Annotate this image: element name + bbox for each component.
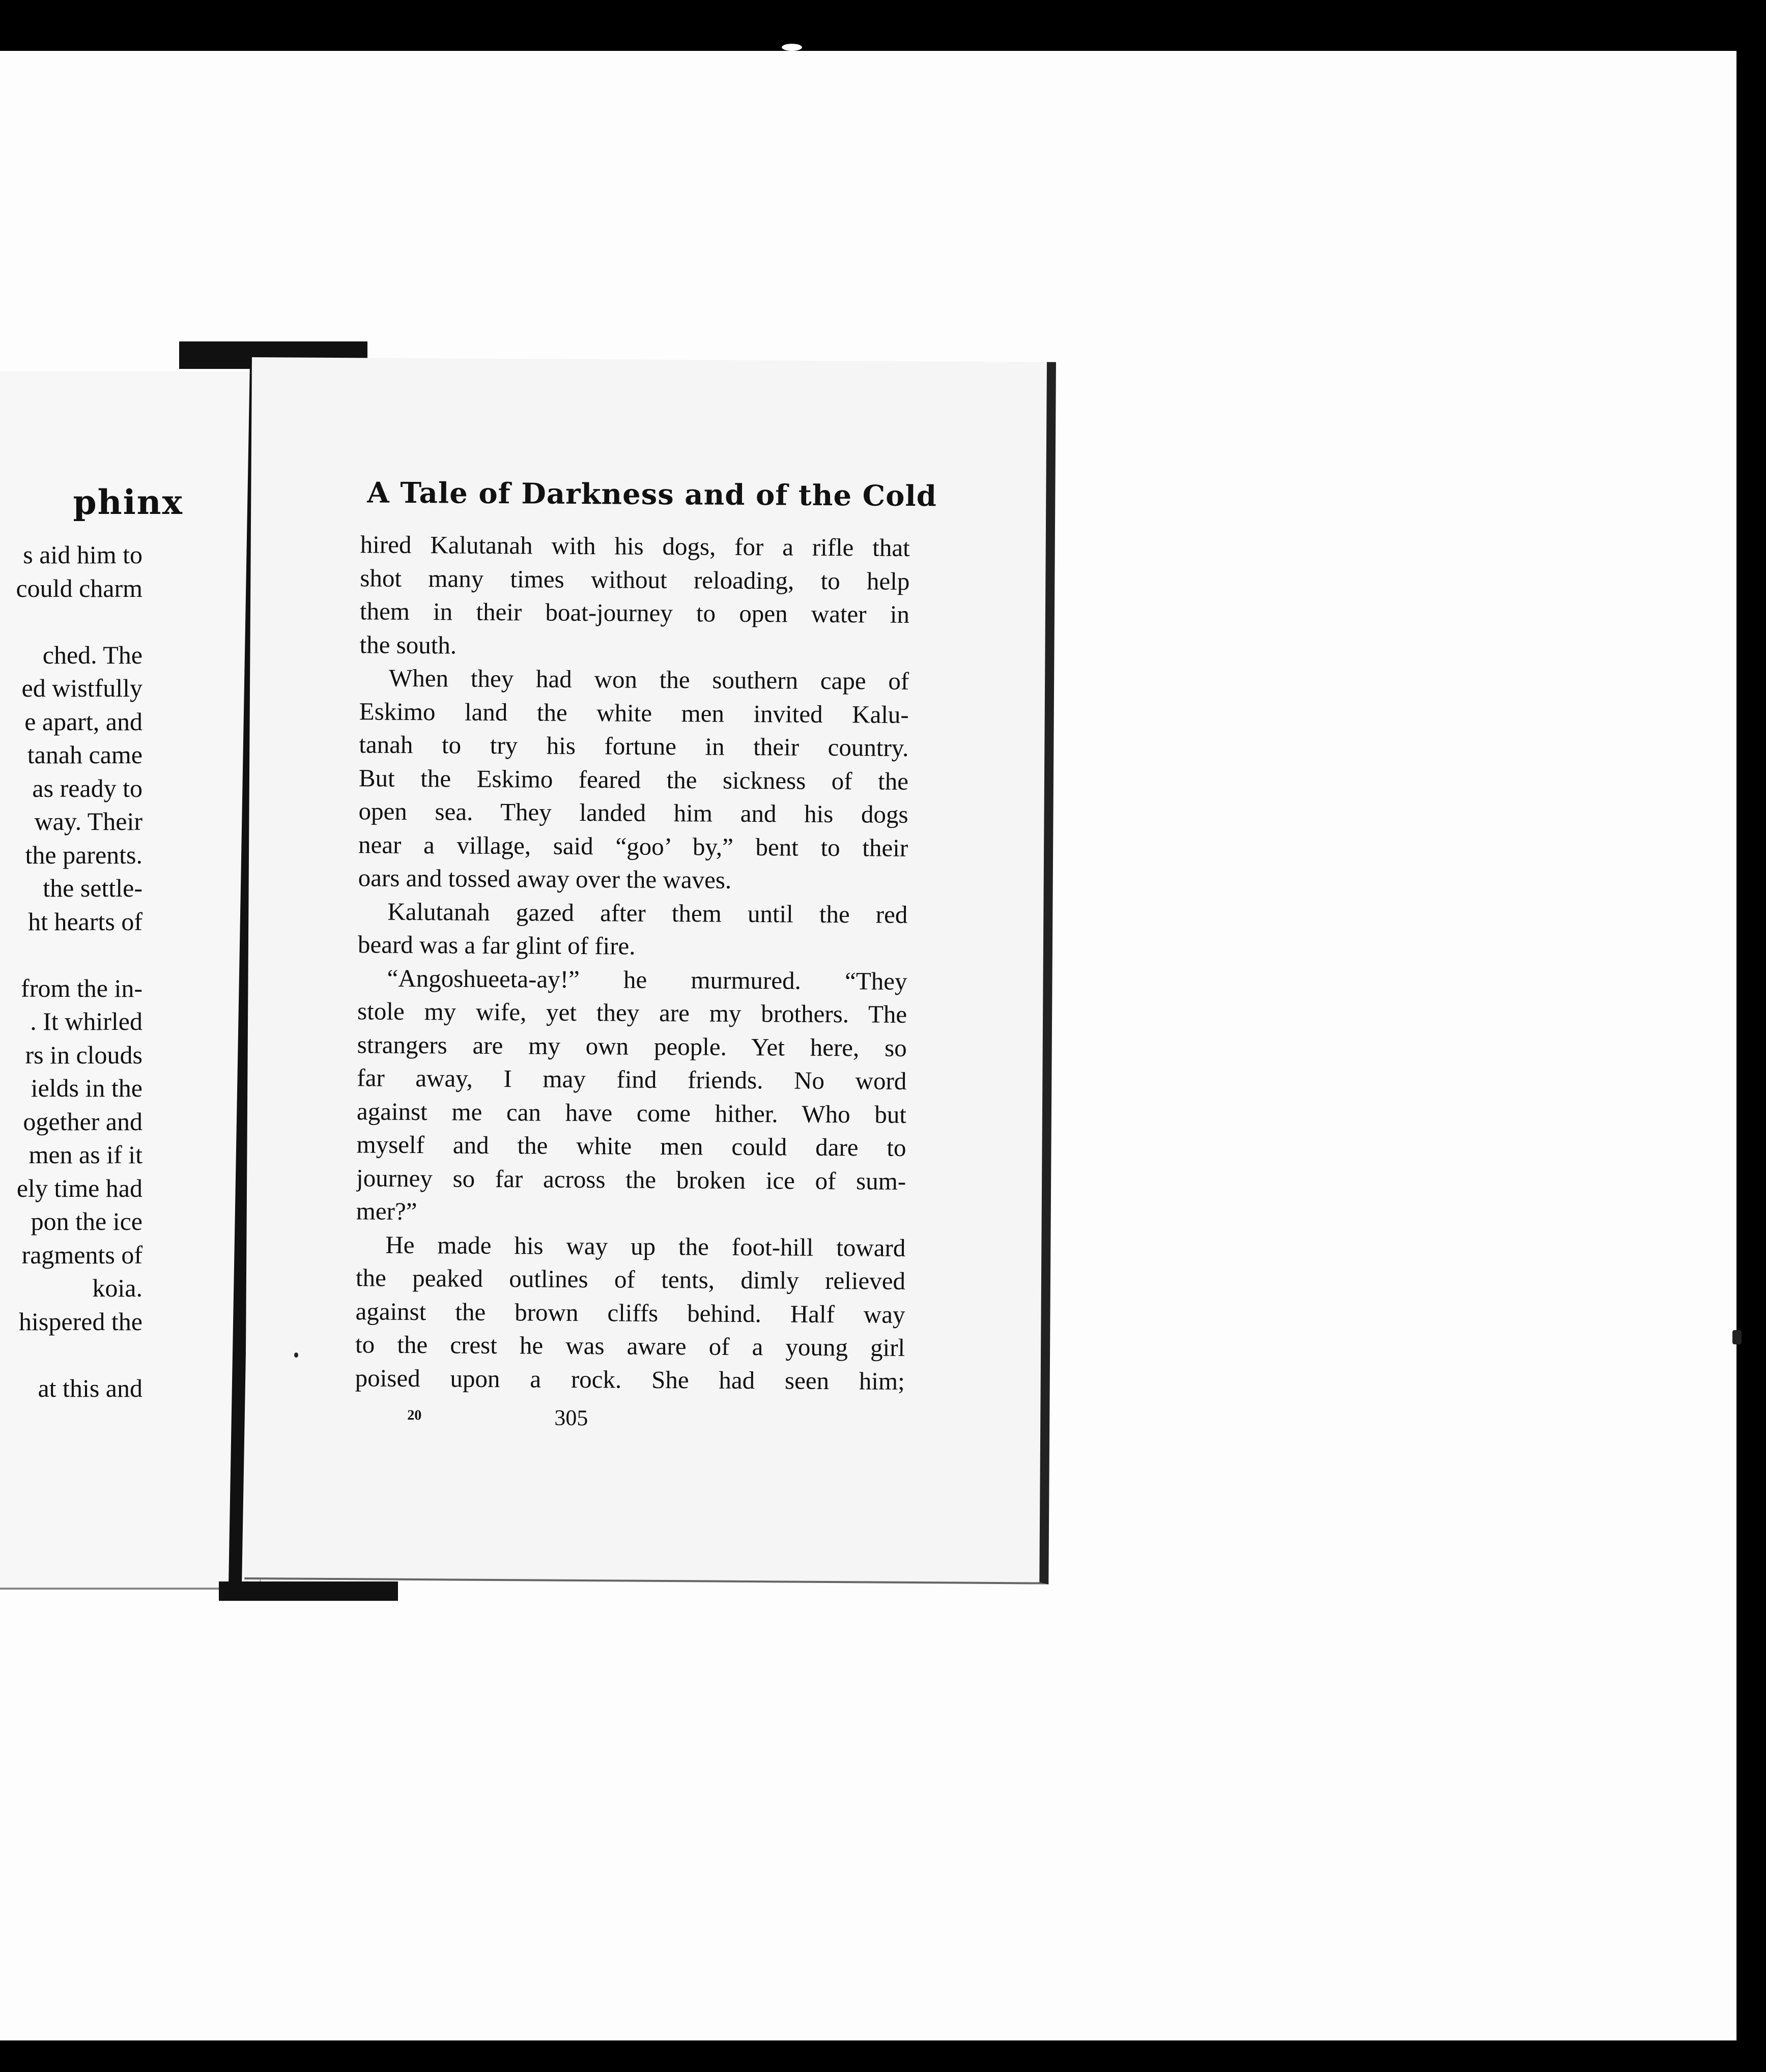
running-head: A Tale of Darkness and of the Cold — [367, 476, 937, 513]
text-line: ragments of — [21, 1240, 143, 1269]
text-line: But the Eskimo feared the sickness of the — [358, 763, 909, 795]
text-line: from the in- — [21, 973, 143, 1002]
text-line: the settle- — [43, 874, 143, 902]
text-line: journey so far across the broken ice of sum- — [356, 1163, 906, 1195]
scan-artifact — [782, 44, 802, 51]
scan-top-border — [0, 0, 1766, 51]
text-line: hispered the — [19, 1307, 143, 1336]
scan-artifact — [1732, 1330, 1742, 1344]
dust-speck — [294, 1352, 298, 1358]
text-line: Eskimo land the white men invited Kalu- — [359, 697, 909, 729]
text-line: . It whirled — [30, 1007, 143, 1035]
text-line: oars and tossed away over the waves. — [358, 864, 732, 894]
text-line: them in their boat-journey to open water in — [359, 597, 910, 628]
text-line: the parents. — [25, 840, 143, 869]
page-body — [355, 528, 910, 1398]
left-running-head: phinx — [73, 482, 183, 522]
text-line: Kalutanah gazed after them until the red — [387, 897, 908, 929]
text-line: stole my wife, yet they are my brothers. The — [357, 997, 907, 1028]
text-line: When they had won the southern cape of — [388, 664, 909, 695]
book-clip-bottom — [219, 1581, 398, 1601]
text-line: near a village, said “goo’ by,” bent to their — [358, 830, 908, 862]
text-line — [0, 938, 143, 972]
text-line: men as if it — [29, 1140, 143, 1169]
text-line — [0, 605, 143, 639]
text-line: pon the ice — [31, 1207, 143, 1235]
left-page-text — [0, 538, 143, 1405]
signature-mark: 20 — [407, 1407, 422, 1424]
text-line: ogether and — [23, 1107, 143, 1136]
text-line: as ready to — [32, 773, 143, 802]
text-line: against the brown cliffs behind. Half way — [355, 1297, 905, 1329]
text-line: against me can have come hither. Who but — [356, 1097, 907, 1129]
text-line: way. Their — [34, 807, 143, 836]
text-line: at this and — [38, 1373, 143, 1402]
text-line — [0, 1338, 143, 1372]
text-line: to the crest he was aware of a young girl — [355, 1330, 905, 1362]
text-line: the south. — [359, 630, 457, 659]
text-line: He made his way up the foot-hill toward — [385, 1230, 906, 1262]
text-line: ht hearts of — [28, 907, 143, 936]
scan-bottom-border — [0, 2040, 1766, 2072]
text-line: hired Kalutanah with his dogs, for a rifle that — [360, 530, 910, 562]
text-line: ields in the — [31, 1074, 143, 1102]
text-line: mer?” — [356, 1197, 417, 1226]
text-line: the peaked outlines of tents, dimly relieved — [355, 1263, 906, 1295]
left-page — [0, 371, 261, 1590]
text-line: tanah came — [27, 740, 143, 769]
text-line: could charm — [16, 573, 143, 602]
text-line: tanah to try his fortune in their country. — [359, 730, 909, 762]
text-line: ed wistfully — [21, 674, 143, 702]
text-line: s aid him to — [23, 540, 143, 569]
text-line: poised upon a rock. She had seen him; — [355, 1363, 905, 1395]
text-line: strangers are my own people. Yet here, so — [357, 1030, 907, 1062]
text-line: rs in clouds — [25, 1040, 143, 1069]
text-line: koia. — [92, 1274, 143, 1302]
text-line: e apart, and — [24, 707, 143, 736]
text-line: ely time had — [16, 1173, 143, 1202]
text-line: beard was a far glint of fire. — [357, 930, 636, 960]
text-line: myself and the white men could dare to — [356, 1130, 906, 1162]
right-page — [244, 357, 1056, 1585]
text-line: open sea. They landed him and his dogs — [358, 797, 908, 828]
text-line: “Angoshueeta-ay!” he murmured. “They — [387, 964, 907, 995]
scan-right-border — [1736, 51, 1766, 2040]
text-line: shot many times without reloading, to help — [360, 563, 910, 595]
text-line: ched. The — [42, 640, 143, 669]
text-line: far away, I may find friends. No word — [357, 1063, 907, 1095]
page-number: 305 — [554, 1405, 588, 1431]
